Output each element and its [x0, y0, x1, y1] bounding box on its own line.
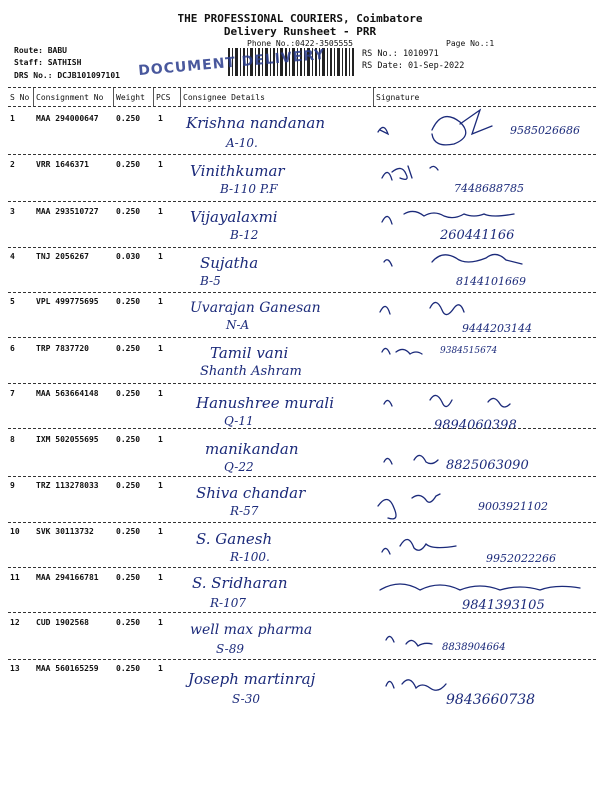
route-label: Route: BABU — [14, 46, 67, 55]
row-consignee-unit: R-57 — [230, 504, 259, 518]
row-consignee-unit: Q-11 — [224, 414, 254, 428]
row-sno: 3 — [10, 207, 15, 216]
row-signature-phone: 8144101669 — [456, 275, 526, 288]
row-pcs: 1 — [158, 435, 163, 444]
row-weight: 0.250 — [116, 664, 141, 673]
row-consignee: Hanushree murali — [196, 394, 334, 412]
row-consignee-unit: S-30 — [232, 692, 260, 706]
drs-number: DRS No.: DCJB101097101 — [14, 71, 120, 80]
row-pcs: 1 — [158, 573, 163, 582]
row-sno: 1 — [10, 114, 15, 123]
row-consignment: MAA 294166781 — [36, 573, 99, 582]
row-consignment: MAA 560165259 — [36, 664, 99, 673]
row-sno: 2 — [10, 160, 15, 169]
row-signature-phone: 260441166 — [440, 228, 515, 243]
row-weight: 0.250 — [116, 618, 141, 627]
row-sno: 6 — [10, 344, 15, 353]
row-weight: 0.250 — [116, 114, 141, 123]
row-signature-phone: 9894060398 — [434, 418, 517, 433]
row-consignment: VRR 1646371 — [36, 160, 89, 169]
row-weight: 0.250 — [116, 344, 141, 353]
row-consignee-unit: N-A — [226, 318, 250, 332]
row-consignment: TNJ 2056267 — [36, 252, 89, 261]
row-sno: 8 — [10, 435, 15, 444]
row-weight: 0.030 — [116, 252, 141, 261]
row-signature-phone: 9952022266 — [486, 552, 556, 565]
row-pcs: 1 — [158, 207, 163, 216]
row-consignee: Krishna nandanan — [186, 114, 325, 132]
row-consignee-unit: R-107 — [210, 596, 246, 610]
row-pcs: 1 — [158, 664, 163, 673]
row-consignee: Vinithkumar — [190, 162, 285, 180]
row-consignee: manikandan — [205, 440, 299, 458]
row-consignee: well max pharma — [190, 622, 313, 638]
row-weight: 0.250 — [116, 297, 141, 306]
row-consignment: MAA 563664148 — [36, 389, 99, 398]
row-pcs: 1 — [158, 344, 163, 353]
rs-number: RS No.: 1010971 — [362, 49, 439, 59]
row-pcs: 1 — [158, 618, 163, 627]
row-weight: 0.250 — [116, 160, 141, 169]
row-consignment: VPL 499775695 — [36, 297, 99, 306]
col-pcs: PCS — [156, 93, 171, 102]
row-signature-phone: 9843660738 — [446, 692, 536, 708]
col-sno: S No — [10, 93, 30, 102]
row-sno: 13 — [10, 664, 20, 673]
row-consignment: MAA 294000647 — [36, 114, 99, 123]
row-consignee: Joseph martinraj — [188, 670, 316, 688]
row-consignee-unit: R-100. — [230, 550, 270, 564]
row-signature-phone: 9003921102 — [478, 500, 548, 513]
row-sno: 12 — [10, 618, 20, 627]
row-consignee: Shiva chandar — [196, 484, 306, 502]
row-signature-phone: 8825063090 — [446, 458, 529, 473]
row-pcs: 1 — [158, 252, 163, 261]
row-sno: 5 — [10, 297, 15, 306]
row-weight: 0.250 — [116, 435, 141, 444]
row-consignment: TRZ 113278033 — [36, 481, 99, 490]
runsheet-title: Delivery Runsheet - PRR — [223, 25, 377, 38]
row-signature-phone: 9841393105 — [462, 598, 545, 613]
rs-date: RS Date: 01-Sep-2022 — [362, 61, 465, 71]
col-consignee: Consignee Details — [183, 93, 265, 102]
phone-number: Phone No.:0422-3505555 — [247, 39, 353, 48]
row-consignment: CUD 1902568 — [36, 618, 89, 627]
row-signature-phone: 9444203144 — [462, 322, 532, 335]
row-consignee: S. Ganesh — [196, 530, 273, 548]
row-consignee: Sujatha — [200, 254, 259, 272]
row-consignment: SVK 30113732 — [36, 527, 94, 536]
col-weight: Weight — [116, 93, 145, 102]
row-consignee: Uvarajan Ganesan — [190, 300, 321, 316]
row-consignee-unit: B-12 — [230, 228, 259, 242]
row-consignment: TRP 7837720 — [36, 344, 89, 353]
row-sno: 10 — [10, 527, 20, 536]
page-number: Page No.:1 — [446, 39, 495, 48]
document-delivery-stamp: DOCUMENT DELIVERY — [137, 46, 327, 80]
row-weight: 0.250 — [116, 207, 141, 216]
row-pcs: 1 — [158, 527, 163, 536]
row-weight: 0.250 — [116, 481, 141, 490]
staff-label: Staff: SATHISH — [14, 58, 82, 67]
col-consignment: Consignment No — [36, 93, 104, 102]
row-sno: 7 — [10, 389, 15, 398]
row-consignee-unit: B-110 P.F — [220, 182, 278, 196]
row-sno: 9 — [10, 481, 15, 490]
row-consignment: IXM 502055695 — [36, 435, 99, 444]
row-pcs: 1 — [158, 297, 163, 306]
row-weight: 0.250 — [116, 573, 141, 582]
col-signature: Signature — [376, 93, 420, 102]
row-pcs: 1 — [158, 481, 163, 490]
row-consignment: MAA 293510727 — [36, 207, 99, 216]
row-signature-phone: 8838904664 — [442, 642, 506, 653]
row-consignee-unit: A-10. — [226, 136, 258, 150]
row-signature-phone: 9384515674 — [440, 346, 498, 356]
row-pcs: 1 — [158, 114, 163, 123]
row-consignee-unit: Shanth Ashram — [200, 364, 302, 379]
row-signature-phone: 7448688785 — [454, 182, 524, 195]
row-sno: 4 — [10, 252, 15, 261]
row-pcs: 1 — [158, 160, 163, 169]
row-consignee-unit: Q-22 — [224, 460, 254, 474]
row-weight: 0.250 — [116, 389, 141, 398]
row-sno: 11 — [10, 573, 20, 582]
row-consignee: Tamil vani — [210, 344, 289, 362]
row-consignee: S. Sridharan — [192, 574, 288, 592]
row-signature-phone: 9585026686 — [510, 124, 580, 137]
row-consignee: Vijayalaxmi — [190, 208, 278, 226]
row-consignee-unit: S-89 — [216, 642, 244, 656]
row-weight: 0.250 — [116, 527, 141, 536]
row-consignee-unit: B-5 — [200, 274, 221, 288]
row-pcs: 1 — [158, 389, 163, 398]
company-title: THE PROFESSIONAL COURIERS, Coimbatore — [177, 12, 423, 25]
